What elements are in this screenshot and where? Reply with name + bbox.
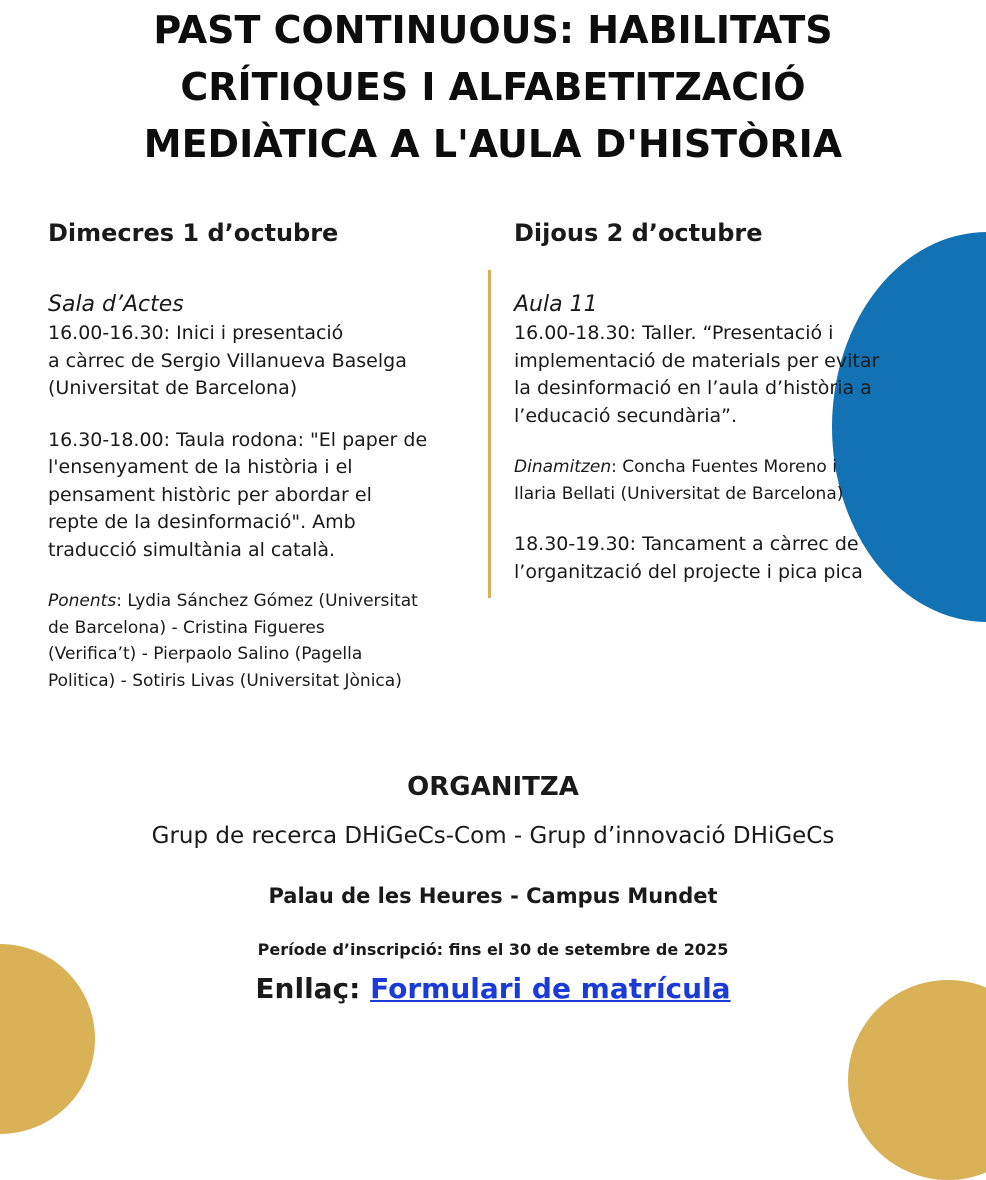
day-1-speakers — [48, 588, 488, 694]
column-divider — [488, 270, 491, 598]
day-1-session-1-line: 16.00-16.30: Inici i presentació — [48, 322, 344, 344]
page-title — [0, 2, 986, 173]
organizer-heading: ORGANITZA — [407, 772, 579, 802]
day-2-session-2-line: 18.30-19.30: Tancament a càrrec de — [514, 533, 859, 555]
organizer-groups: Grup de recerca DHiGeCs-Com - Grup d’innovació DHiGeCs — [151, 823, 835, 849]
day-1-session-1 — [48, 320, 488, 403]
enrollment-link-line — [0, 972, 986, 1005]
speakers-line: (Verifica’t) - Pierpaolo Salino (Pagella — [48, 644, 363, 664]
facilitators-label: Dinamitzen — [514, 457, 612, 477]
day-2-session-1-line: implementació de materials per evitar — [514, 349, 880, 372]
day-1-session-1-line: (Universitat de Barcelona) — [48, 377, 298, 399]
speakers-first-line — [48, 588, 488, 615]
speakers-line: : Lydia Sánchez Gómez (Universitat — [116, 591, 418, 611]
title-line-1: PAST CONTINUOUS: HABILITATS — [153, 8, 833, 52]
facilitators-line: : Concha Fuentes Moreno i — [611, 457, 837, 477]
day-1-session-1-line: a càrrec de Sergio Villanueva Baselga — [48, 349, 407, 372]
link-label: Enllaç: — [255, 972, 371, 1005]
speakers-line: Politica) - Sotiris Livas (Universitat Jònica) — [48, 670, 402, 691]
speakers-line: de Barcelona) - Cristina Figueres — [48, 617, 325, 638]
decorative-gold-circle-right — [848, 980, 986, 1180]
day-1-column — [48, 218, 488, 694]
event-location: Palau de les Heures - Campus Mundet — [268, 884, 718, 908]
day-1-venue: Sala d’Actes — [48, 292, 184, 317]
day-1-session-2-line: pensament històric per abordar el — [48, 483, 372, 506]
day-1-session-2 — [48, 427, 488, 565]
registration-period: Període d’inscripció: fins el 30 de setembre de 2025 — [257, 940, 729, 959]
day-2-session-2 — [514, 531, 954, 586]
facilitators-first-line — [514, 454, 954, 481]
day-2-venue: Aula 11 — [514, 292, 598, 317]
day-1-session-2-line: traducció simultània al català. — [48, 538, 336, 561]
day-2-session-1-line: 16.00-18.30: Taller. “Presentació i — [514, 322, 834, 344]
title-line-2: CRÍTIQUES I ALFABETITZACIÓ — [180, 65, 806, 109]
day-2-facilitators — [514, 454, 954, 507]
day-1-heading: Dimecres 1 d’octubre — [48, 219, 339, 247]
day-2-session-2-line: l’organització del projecte i pica pica — [514, 560, 863, 583]
day-2-column — [514, 218, 954, 586]
enrollment-form-link[interactable]: Formulari de matrícula — [370, 972, 731, 1005]
day-1-session-2-line: 16.30-18.00: Taula rodona: "El paper de — [48, 428, 428, 451]
day-2-session-1-line: la desinformació en l’aula d’història a — [514, 377, 872, 399]
day-1-session-2-line: repte de la desinformació". Amb — [48, 511, 356, 533]
speakers-label: Ponents — [48, 591, 117, 611]
day-2-session-1 — [514, 320, 954, 430]
facilitators-line: Ilaria Bellati (Universitat de Barcelona) — [514, 483, 844, 504]
day-2-session-1-line: l’educació secundària”. — [514, 404, 738, 427]
title-line-3: MEDIÀTICA A L'AULA D'HISTÒRIA — [143, 122, 843, 166]
day-1-session-2-line: l'ensenyament de la història i el — [48, 456, 353, 478]
day-2-heading: Dijous 2 d’octubre — [514, 219, 763, 247]
